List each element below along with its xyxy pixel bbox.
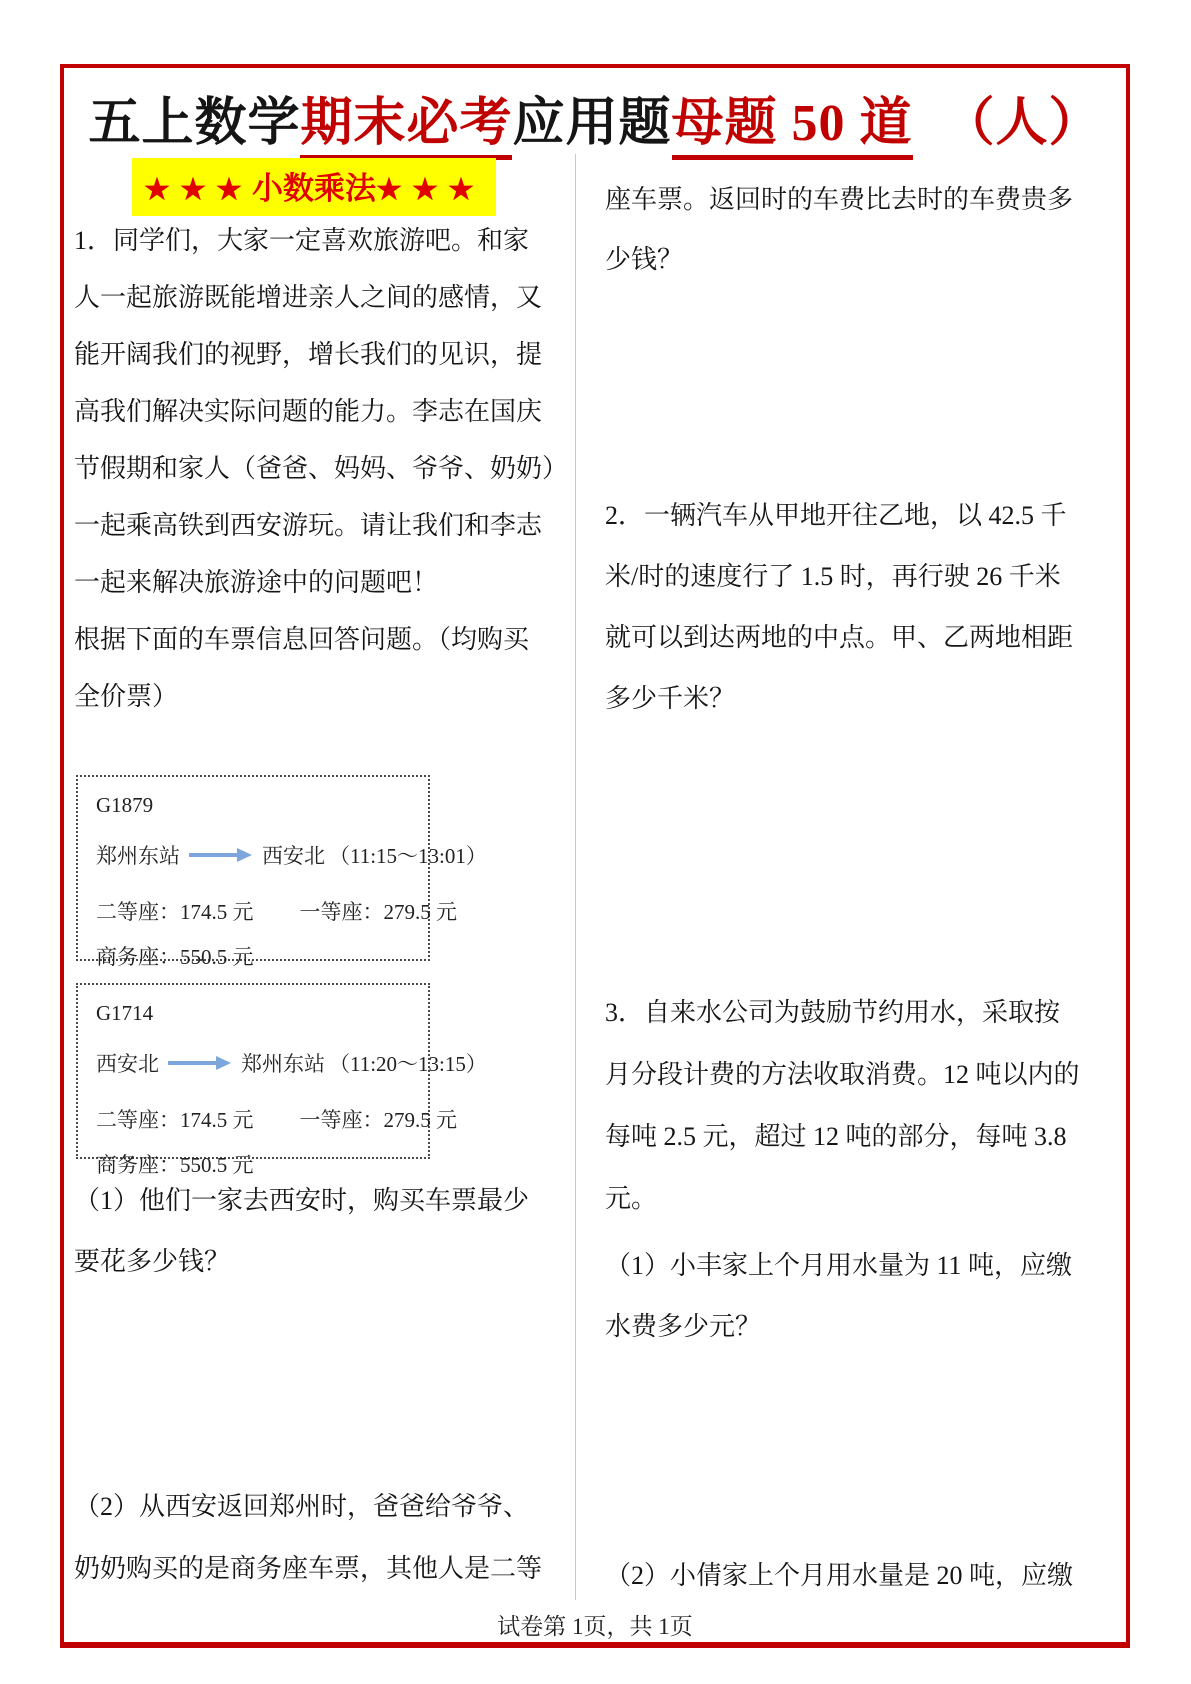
price-business-class: 商务座：550.5 元 xyxy=(96,1153,254,1177)
text-line: 高我们解决实际问题的能力。李志在国庆 xyxy=(74,397,543,426)
stars-left-icon: ★★★ xyxy=(144,174,252,206)
ticket-prices xyxy=(96,896,457,926)
text-line: （2）从西安返回郑州时，爸爸给爷爷、 xyxy=(74,1492,530,1521)
section-label: 小数乘法 xyxy=(252,171,376,206)
text-line: 一起乘高铁到西安游玩。请让我们和李志 xyxy=(74,511,543,540)
price-second-class: 二等座：174.5 元 xyxy=(96,900,254,924)
ticket-route xyxy=(96,840,487,870)
text-line: 米/时的速度行了 1.5 时，再行驶 26 千米 xyxy=(605,562,1061,591)
train-number: G1714 xyxy=(96,1001,154,1025)
ticket-g1879 xyxy=(76,775,487,969)
to-station: 郑州东站 xyxy=(241,1052,325,1076)
text-line: 节假期和家人（爸爸、妈妈、爷爷、奶奶） xyxy=(74,454,569,483)
to-station: 西安北 xyxy=(262,844,325,868)
text-line: 3．自来水公司为鼓励节约用水，采取按 xyxy=(605,998,1061,1027)
train-number: G1879 xyxy=(96,793,154,817)
title-seg-topic: 应用题 xyxy=(512,95,672,152)
price-second-class: 二等座：174.5 元 xyxy=(96,1108,254,1132)
price-first-class: 一等座：279.5 元 xyxy=(299,1108,457,1132)
text-line: 全价票） xyxy=(74,682,179,711)
text-line: 1．同学们，大家一定喜欢旅游吧。和家 xyxy=(74,226,530,255)
text-line: 一起来解决旅游途中的问题吧！ xyxy=(74,568,439,597)
stars-right-icon: ★★★ xyxy=(376,174,484,206)
text-line: 水费多少元？ xyxy=(605,1312,762,1341)
time-range: （11:15～13:01） xyxy=(329,844,487,868)
text-line: 月分段计费的方法收取消费。12 吨以内的 xyxy=(605,1060,1080,1089)
problem-2-text xyxy=(605,485,1119,729)
price-first-class: 一等座：279.5 元 xyxy=(299,900,457,924)
time-range: （11:20～13:15） xyxy=(329,1052,487,1076)
title-seg-count-underlined: 母题 50 道 xyxy=(672,95,913,160)
text-line: （1）他们一家去西安时，购买车票最少 xyxy=(74,1186,530,1215)
text-line: （1）小丰家上个月用水量为 11 吨，应缴 xyxy=(605,1251,1073,1280)
problem-1-question-1 xyxy=(74,1170,570,1292)
problem-3-question-1 xyxy=(605,1235,1119,1357)
price-business-class: 商务座：550.5 元 xyxy=(96,945,254,969)
from-station: 西安北 xyxy=(96,1052,159,1076)
text-line: 多少千米？ xyxy=(605,684,736,713)
text-line: 人一起旅游既能增进亲人之间的感情，又 xyxy=(74,283,543,312)
title-seg-grade: 五上数学 xyxy=(88,95,301,152)
problem-1-question-2-continued xyxy=(605,170,1119,290)
text-line: （2）小倩家上个月用水量是 20 吨，应缴 xyxy=(605,1561,1074,1590)
problem-1-question-2 xyxy=(74,1476,570,1600)
page-footer: 试卷第 1页，共 1页 xyxy=(497,1614,693,1639)
text-line: 根据下面的车票信息回答问题。（均购买 xyxy=(74,625,530,654)
text-line: 每吨 2.5 元，超过 12 吨的部分，每吨 3.8 xyxy=(605,1122,1067,1151)
title-seg-exam-underlined: 期末必考 xyxy=(300,95,512,160)
from-station: 郑州东站 xyxy=(96,844,180,868)
text-line: 少钱？ xyxy=(605,245,684,274)
text-line: 座车票。返回时的车费比去时的车费贵多 xyxy=(605,185,1074,214)
ticket-g1714 xyxy=(76,983,487,1177)
column-divider xyxy=(575,154,576,1600)
page-border xyxy=(60,64,1130,1648)
problem-1-text xyxy=(74,212,570,725)
arrow-right-icon xyxy=(189,847,253,863)
problem-3-question-2 xyxy=(605,1545,1119,1606)
text-line: 元。 xyxy=(605,1184,658,1213)
text-line: 就可以到达两地的中点。甲、乙两地相距 xyxy=(605,623,1074,652)
ticket-prices xyxy=(96,1104,457,1134)
ticket-route xyxy=(96,1048,487,1078)
title-seg-edition: （人） xyxy=(942,95,1102,152)
text-line: 要花多少钱？ xyxy=(74,1247,231,1276)
problem-3-text xyxy=(605,982,1119,1230)
text-line: 2．一辆汽车从甲地开往乙地，以 42.5 千 xyxy=(605,501,1067,530)
page-title xyxy=(64,80,1126,155)
text-line: 奶奶购买的是商务座车票，其他人是二等 xyxy=(74,1554,543,1583)
arrow-right-icon xyxy=(168,1055,232,1071)
text-line: 能开阔我们的视野，增长我们的见识，提 xyxy=(74,340,543,369)
section-header xyxy=(132,158,496,216)
